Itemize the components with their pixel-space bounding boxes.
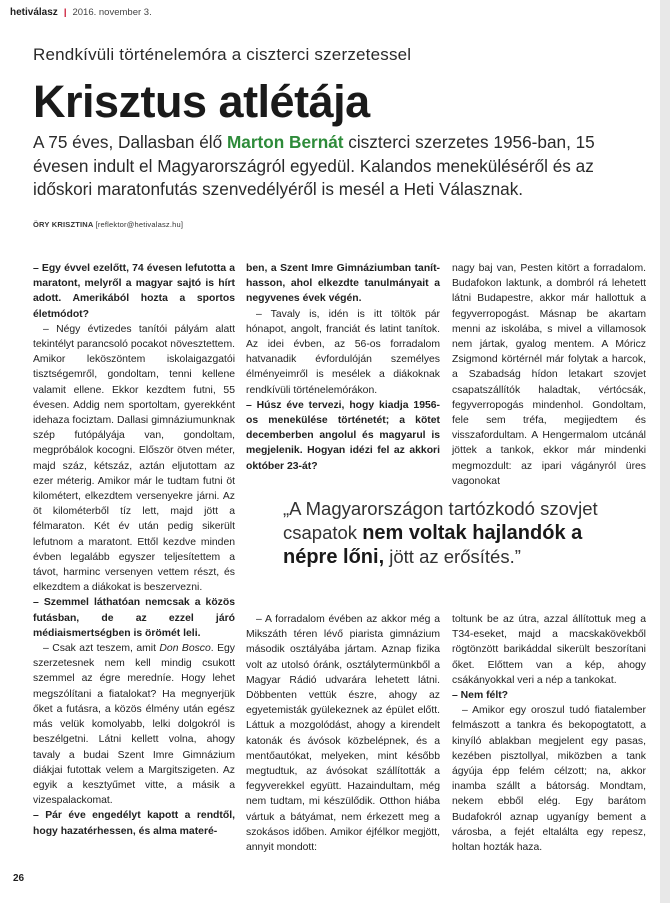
column-2-top <box>246 261 440 474</box>
article-kicker: Rendkívüli történelemóra a ciszterci szerzetessel <box>33 45 412 64</box>
interview-answer: – Négy évtizedes tanítói pályám alatt tekintélyt parancsoló pocakot növesztettem. Amikor leköszöntem iskolaigazgatói tisztségemről, gondoltam, tenni kellene valamit ellene. Ekkor kezdtem futni, 55 évesen. Addig nem sportoltam, gyerekként idehaza fociztam. Dallasi gimnáziumunknak szép futópályája van, gondoltam, megpróbálok kocogni. Először ötven méter, majd száz, kétszáz, aztán eljutottam az ezer méterig. Amikor már le tudtam futni öt kilométert, elkezdtem versenyekre járni. Az öt kilométerből tíz lett, majd jött a félmaraton. Két év után pedig sikerült lefutnom a maratont. Ettől kezdve minden évben legalább egyszer teljesítettem a távot, harminc versenyen vettem részt, és elkezdtem a diákokat is beszervezni. <box>33 323 235 594</box>
article-title: Krisztus atlétája <box>33 76 370 127</box>
magazine-header <box>10 7 152 18</box>
issue-date: 2016. november 3. <box>72 7 152 18</box>
column-2-bottom <box>246 612 440 855</box>
interview-answer-continued: toltunk be az útra, azzal állítottuk meg a T34-eseket, majd a macskakövekből rögtönzött barikáddal sikerült beszorítani őket. Előttem van a kép, ahogy csákányokkal veri a nép a tankokat. <box>452 614 646 686</box>
column-3-bottom <box>452 612 646 855</box>
answer-text: . Egy szerzetesnek nem kell mindig csukott szemmel az égre meredníe. Hogy lehet megszólítani a fiatalokat? Ha megnyerjük őket a futásra, a közös élmény után egész más velük komolyabb, lelki dolgokról is beszélgetni. Látni kellett volna, ahogy tavaly a budai Szent Imre Gimnázium diákjai futottak velem a Margitszigeten. Az egyik a kesztyűmet vitte, a másik a vizespalackomat. <box>33 643 235 807</box>
interview-question: – Egy évvel ezelőtt, 74 évesen lefutotta a maratont, melyről a magyar sajtó is hírt adott. Amerikából hozta a sportos életmódot? <box>33 263 235 320</box>
lead-person-name: Marton Bernát <box>226 132 344 152</box>
header-separator: | <box>63 7 67 18</box>
page-edge-strip <box>660 0 670 903</box>
lead-text-end: ciszterci szerzetes 1956-ban, 15 évesen indult el Magyarországról egyedül. Kalandos meneküléséről és az időskori maratonfutás szenvedélyéről is mesél a Heti Válasznak. <box>33 132 595 199</box>
answer-emphasis: Don Bosco <box>159 643 211 655</box>
interview-question: – Szemmel láthatóan nemcsak a közös futásban, de az ezzel járó médiaismertségben is örömét leli. <box>33 597 235 639</box>
magazine-logo: hetiválasz <box>10 7 58 18</box>
column-1 <box>33 261 235 839</box>
pull-quote-emphasis: nem voltak hajlandók a népre lőni, <box>283 522 583 568</box>
byline-author: ÖRY KRISZTINA <box>33 220 94 229</box>
interview-answer: – Amikor egy oroszul tudó fiatalember felmászott a tankra és bekopogtatott, a kinyíló ablakban megjelent egy pasas, kezében pisztollyal, miközben a tank ágyúja épp felém célzott; na, akkor inamba szállt a bátorság. Mondtam, nekem ebből elég. Egy barátom Budafokról aznap ugyanígy bement a városba, a fejét eltalálta egy repesz, holtan hozták haza. <box>452 705 646 854</box>
interview-question: – Pár éve engedélyt kapott a rendtől, hogy hazatérhessen, és alma materé- <box>33 810 235 837</box>
interview-answer: – A forradalom évében az akkor még a Mikszáth téren lévő piarista gimnázium második osztályába jártam. Aznap fizika volt az utolsó óránk, osztálytermünkből a Magyar Rádió udvarára lehetett látni. Döbbenten vettük észre, ahogy az egyetemisták gyülekeznek az épület előtt. Láttuk a mozgolódást, ahogy a kirendelt katonák és ávósok közbelépnek, és a mentőautókat, melyeken, mint később megtudtuk, az ávósokat szállították a fegyverekkel együtt. Hazaindultam, még nem tudtam, mi készülődik. Otthon hiába vártuk a bátyámat, nem érkezett meg a szokásos időben. Amikor éjfélkor megjött, annyit mondott: <box>246 614 440 854</box>
column-3-top <box>452 261 646 489</box>
interview-question: ben, a Szent Imre Gimnáziumban tanít-hasson, ahol elkezdte tanulmányait a negyvenes évek végén. <box>246 263 440 305</box>
interview-answer-continued: nagy baj van, Pesten kitört a forradalom. Budafokon laktunk, a dombról rá lehetett látni Budapestre, akkor már hallottuk a fegyverropogást. Másnap be akartam menni az iskolába, s mivel a villamosok nem jártak, gyalog mentem. A Móricz Zsigmond körtérnél már folytak a harcok, a Szabadság hídon letakart szovjet csapatszállítók haladtak, vértócsák, fegyverropogás mindenhol. Gondoltam, fele sem tréfa, megijedtem és visszafordultam. A Hengermalom utcánál jöttek a tankok, ekkor már mindenki megmozdult: az ipari vágányról üres vagonokat <box>452 263 646 487</box>
lead-text-start: A 75 éves, Dallasban élő <box>33 132 227 152</box>
page-number: 26 <box>13 873 25 884</box>
pull-quote-start: „A Magyarországon tartózkodó szovjet csapatok <box>283 498 598 543</box>
answer-text: – Csak azt teszem, amit <box>43 643 160 655</box>
pull-quote <box>283 497 623 569</box>
interview-answer: – Tavaly is, idén is itt töltök pár hónapot, angolt, franciát és latint tanítok. Az idei évben, az 56-os forradalom hatvanadik évfordulóján személyes élményeimről is mesélek a diákoknak rendkívüli történelemórákon. <box>246 308 440 396</box>
interview-answer <box>33 641 235 808</box>
byline-email: [reflektor@hetivalasz.hu] <box>95 220 184 229</box>
pull-quote-end: jött az erősítés.” <box>384 546 521 567</box>
interview-question: – Nem félt? <box>452 690 509 702</box>
article-lead <box>33 131 645 202</box>
byline <box>33 220 183 229</box>
interview-question: – Húsz éve tervezi, hogy kiadja 1956-os menekülése történetét; a kötet decemberben angolul és magyarul is megjelenik. Hogyan idézi fel az akkori október 23-át? <box>246 399 440 472</box>
